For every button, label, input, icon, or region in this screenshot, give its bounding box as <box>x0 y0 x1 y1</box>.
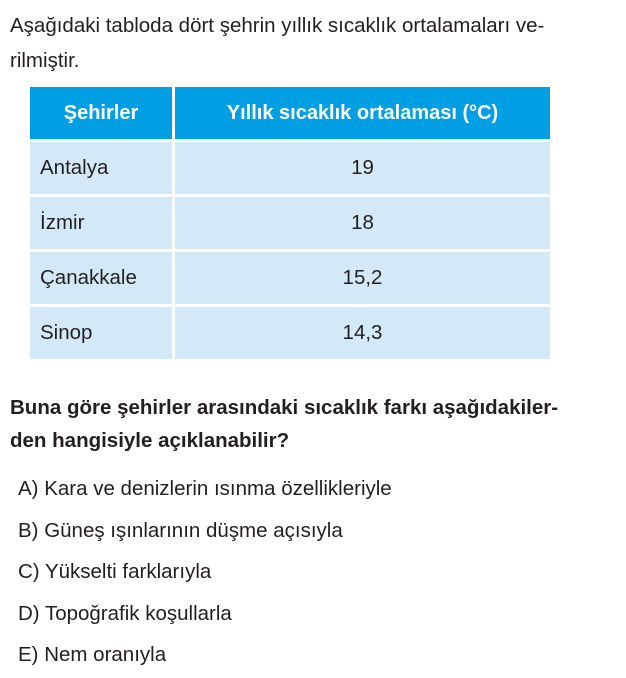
city-cell: İzmir <box>29 196 174 251</box>
city-cell: Antalya <box>29 141 174 196</box>
temp-cell: 18 <box>174 196 552 251</box>
question-text <box>10 391 620 457</box>
temperature-table <box>27 84 553 362</box>
table-row <box>29 141 552 196</box>
table-row <box>29 196 552 251</box>
temp-cell: 15,2 <box>174 251 552 306</box>
option-c[interactable]: C) Yükselti farklarıyla <box>18 560 212 583</box>
question-line-1: Buna göre şehirler arasındaki sıcaklık farkı aşağıdakiler- <box>10 396 559 419</box>
answer-options <box>18 470 608 678</box>
intro-line-1: Aşağıdaki tabloda dört şehrin yıllık sıcaklık ortalamaları ve- <box>10 14 545 37</box>
header-avg-temp: Yıllık sıcaklık ortalaması (°C) <box>174 86 552 141</box>
header-cities: Şehirler <box>29 86 174 141</box>
table-row <box>29 251 552 306</box>
intro-line-2: rilmiştir. <box>10 49 80 72</box>
table-row <box>29 306 552 361</box>
question-line-2: den hangisiyle açıklanabilir? <box>10 429 290 452</box>
option-d[interactable]: D) Topoğrafik koşullarla <box>18 601 232 625</box>
intro-text <box>10 8 616 78</box>
option-a[interactable]: A) Kara ve denizlerin ısınma özellikleriyle <box>18 477 392 500</box>
option-b[interactable]: B) Güneş ışınlarının düşme açısıyla <box>18 518 343 542</box>
option-e[interactable]: E) Nem oranıyla <box>18 643 167 666</box>
city-cell: Sinop <box>29 306 174 361</box>
city-cell: Çanakkale <box>29 251 174 306</box>
temp-cell: 14,3 <box>174 306 552 361</box>
temp-cell: 19 <box>174 141 552 196</box>
table-header-row <box>29 86 552 141</box>
